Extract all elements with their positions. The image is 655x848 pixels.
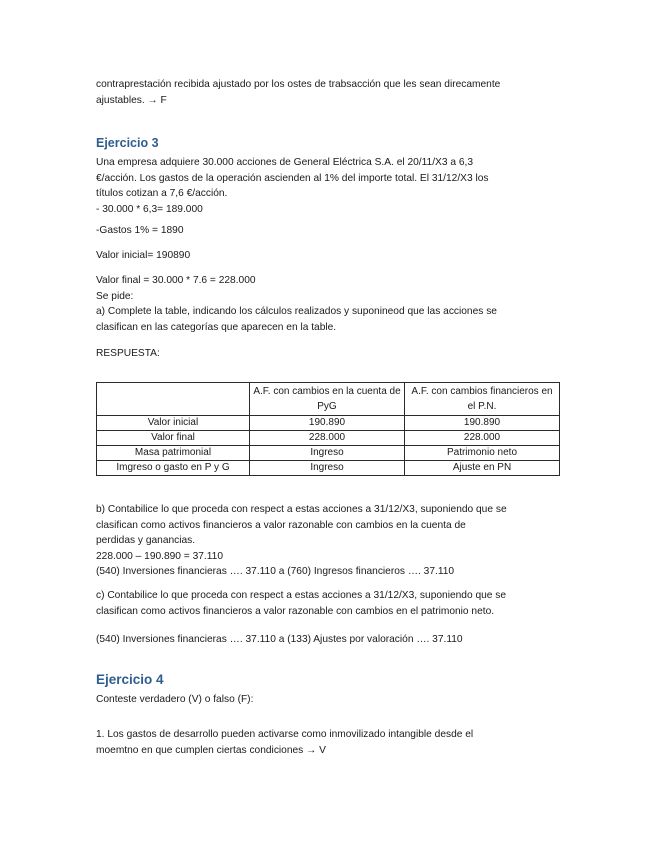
part-c-paragraph (96, 588, 566, 619)
table-header-cell: A.F. con cambios en la cuenta de PyG (250, 383, 405, 416)
table-header-cell: A.F. con cambios financieros en el P.N. (405, 383, 560, 416)
exercise-3-statement (96, 155, 566, 217)
table-row (97, 416, 560, 431)
table-row (97, 461, 560, 476)
valor-inicial-line: Valor inicial= 190890 (96, 250, 191, 261)
exercise-4-instruction: Conteste verdadero (V) o falso (F): (96, 694, 254, 705)
table-cell: 228.000 (250, 431, 405, 446)
statement-line: €/acción. Los gastos de la operación ascienden al 1% del importe total. El 31/12/X3 los (96, 172, 489, 184)
table-cell: Patrimonio neto (405, 446, 560, 461)
exercise-4-heading: Ejercicio 4 (96, 672, 164, 687)
results-table (96, 382, 560, 476)
gastos-line: -Gastos 1% = 1890 (96, 225, 184, 236)
table-cell: Valor inicial (97, 416, 250, 431)
table-cell: Imgreso o gasto en P y G (97, 461, 250, 476)
part-c-line: c) Contabilice lo que proceda con respect a estas acciones a 31/12/X3, suponiendo que se (96, 590, 507, 601)
statement-line: Una empresa adquiere 30.000 acciones de General Eléctrica S.A. el 20/11/X3 a 6,3 (96, 157, 473, 168)
part-b-line: 228.000 – 190.890 = 37.110 (96, 550, 223, 562)
table-header-cell (97, 383, 250, 416)
part-b-line: clasifican como activos financieros a valor razonable con cambios en la cuenta de (96, 519, 466, 531)
respuesta-label: RESPUESTA: (96, 348, 160, 359)
table-cell: Ingreso (250, 446, 405, 461)
part-b-paragraph (96, 502, 566, 580)
intro-paragraph (96, 77, 566, 108)
se-pide-paragraph (96, 273, 566, 335)
table-cell: Ajuste en PN (405, 461, 560, 476)
statement-line: títulos cotizan a 7,6 €/acción. (96, 188, 228, 199)
table-cell: 228.000 (405, 431, 560, 446)
part-b-line: b) Contabilice lo que proceda con respect a estas acciones a 31/12/X3, suponiendo que se (96, 504, 507, 515)
table-cell: Ingreso (250, 461, 405, 476)
intro-line: ajustables. → F (96, 94, 167, 106)
intro-line: contraprestación recibida ajustado por los ostes de trabsacción que les sean direcamente (96, 79, 501, 90)
table-row (97, 431, 560, 446)
statement-line: - 30.000 * 6,3= 189.000 (96, 203, 203, 215)
table-cell: Valor final (97, 431, 250, 446)
table-cell: 190.890 (250, 416, 405, 431)
pide-line: clasifican en las categorías que aparecen en la table. (96, 321, 337, 333)
pide-line: Valor final = 30.000 * 7.6 = 228.000 (96, 275, 256, 286)
table-header-row (97, 383, 560, 416)
part-c-line: clasifican como activos financieros a valor razonable con cambios en el patrimonio neto. (96, 605, 495, 617)
part-b-line: (540) Inversiones financieras …. 37.110 a (760) Ingresos financieros …. 37.110 (96, 566, 455, 577)
table-row (97, 446, 560, 461)
pide-line: Se pide: (96, 290, 134, 302)
question-line: 1. Los gastos de desarrollo pueden activarse como inmovilizado intangible desde el (96, 729, 474, 740)
exercise-3-heading: Ejercicio 3 (96, 136, 159, 150)
part-b-line: perdidas y ganancias. (96, 535, 196, 546)
question-1 (96, 727, 566, 758)
table-cell: Masa patrimonial (97, 446, 250, 461)
question-line: moemtno en que cumplen ciertas condiciones → V (96, 744, 326, 756)
table-cell: 190.890 (405, 416, 560, 431)
pide-line: a) Complete la table, indicando los cálculos realizados y suponineod que las acciones se (96, 306, 497, 317)
part-c-entry: (540) Inversiones financieras …. 37.110 a (133) Ajustes por valoración …. 37.110 (96, 634, 463, 645)
